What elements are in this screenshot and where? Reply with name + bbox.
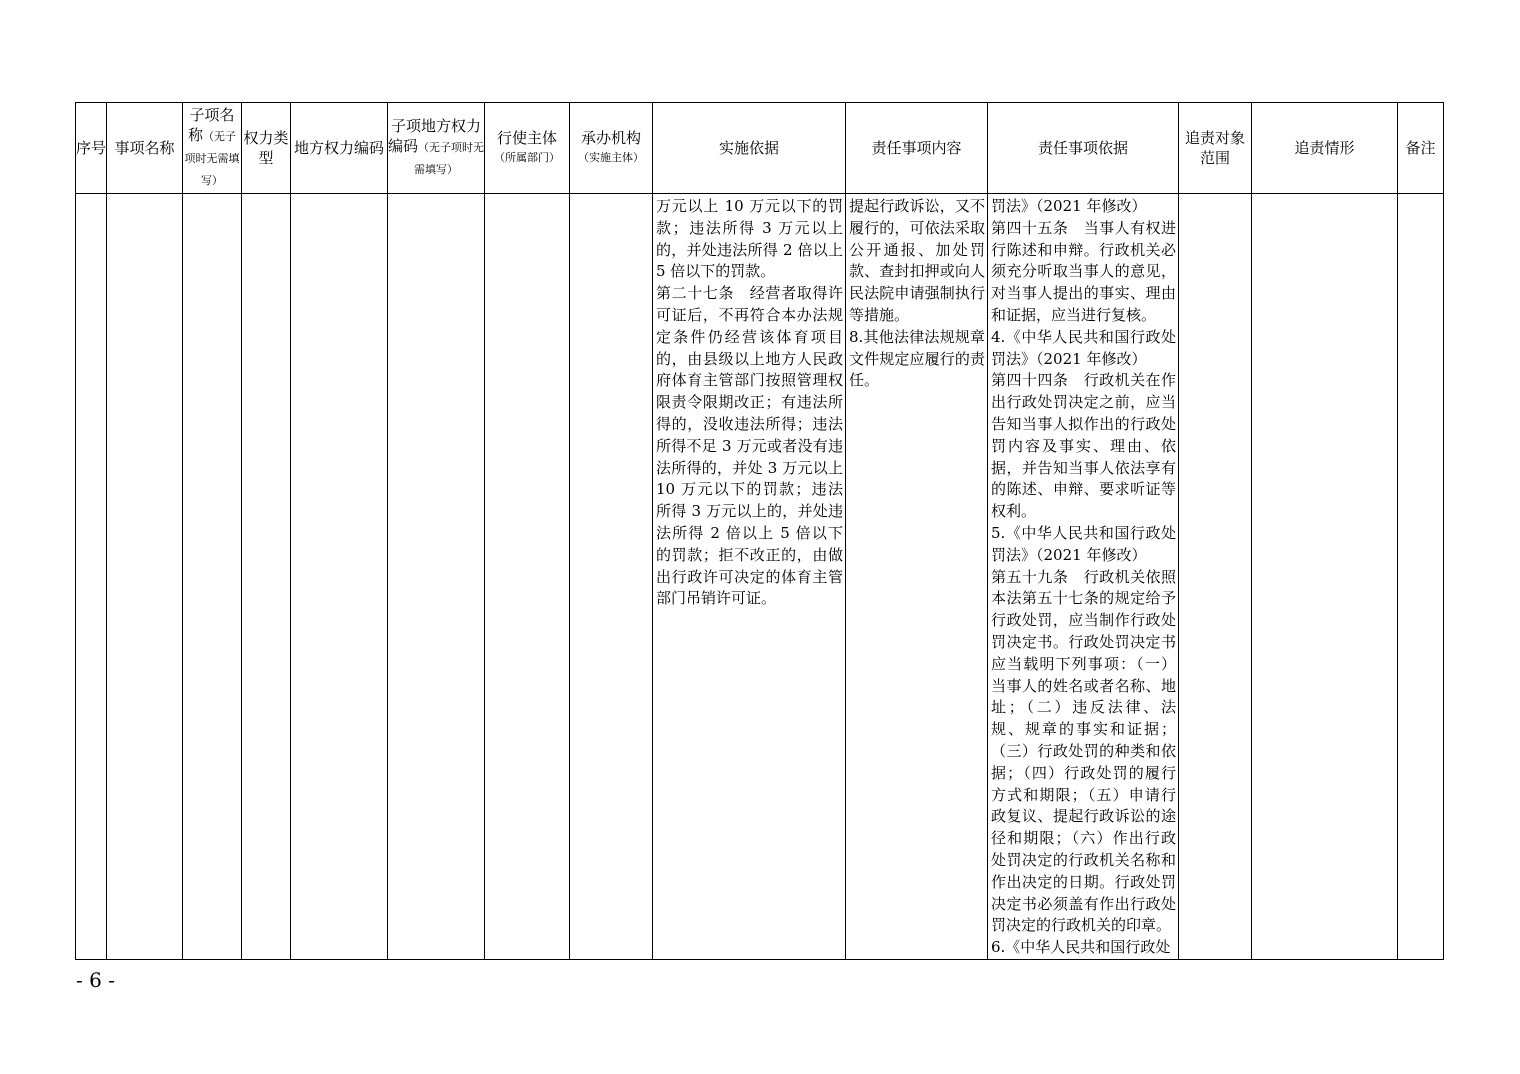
cell-local-code: [291, 194, 388, 960]
duty-basis-paragraph: 第五十九条 行政机关依照本法第五十七条的规定给予行政处罚，应当制作行政处罚决定书。行政处罚决定书应当载明下列事项：（一）当事人的姓名或者名称、地址；（二）违反法律、法规、规章的事实和证据；（三）行政处罚的种类和依据；（四）行政处罚的履行方式和期限；（五）申请行政复议、提起行政诉讼的途径和期限；（六）作出行政处罚决定的行政机关名称和作出决定的日期。行政处罚决定书必须盖有作出行政处罚决定的行政机关的印章。: [991, 567, 1176, 935]
cell-item-name: [107, 194, 183, 960]
header-row: [76, 103, 1444, 194]
header-item-name: 事项名称: [107, 103, 183, 194]
header-remarks: 备注: [1398, 103, 1444, 194]
cell-accountability-cases: [1252, 194, 1398, 960]
duty-basis-paragraph: 第四十五条 当事人有权进行陈述和申辩。行政机关必须充分听取当事人的意见，对当事人提出的事实、理由和证据，应当进行复核。: [991, 218, 1176, 324]
header-sub-item-name: 子项名称（无子项时无需填写）: [183, 103, 242, 194]
cell-exercise-body: [485, 194, 570, 960]
header-duty-content: 责任事项内容: [846, 103, 988, 194]
duty-content-paragraph: 提起行政诉讼，又不履行的，可依法采取公开通报、加处罚款、查封扣押或向人民法院申请强制执行等措施。: [849, 197, 985, 324]
header-local-code: 地方权力编码: [291, 103, 388, 194]
header-seq: 序号: [76, 103, 107, 194]
table-row: [76, 194, 1444, 960]
cell-duty-basis: [988, 194, 1179, 960]
cell-sub-local-code: [388, 194, 485, 960]
header-accountability-cases: 追责情形: [1252, 103, 1398, 194]
cell-basis: [653, 194, 846, 960]
header-sub-local-code: 子项地方权力编码（无子项时无需填写）: [388, 103, 485, 194]
header-accountability-scope: 追责对象范围: [1179, 103, 1252, 194]
accountability-table: [75, 102, 1444, 960]
header-duty-basis: 责任事项依据: [988, 103, 1179, 194]
cell-duty-content: [846, 194, 988, 960]
cell-remarks: [1398, 194, 1444, 960]
cell-undertaking-org: [570, 194, 653, 960]
duty-content-paragraph: 8.其他法律法规规章文件规定应履行的责任。: [849, 327, 985, 390]
cell-power-type: [242, 194, 291, 960]
duty-basis-paragraph: 第四十四条 行政机关在作出行政处罚决定之前，应当告知当事人拟作出的行政处罚内容及事实、理由、依据，并告知当事人依法享有的陈述、申辩、要求听证等权利。: [991, 371, 1176, 521]
basis-paragraph: 万元以上 10 万元以下的罚款；违法所得 3 万元以上的，并处违法所得 2 倍以上 5 倍以下的罚款。: [656, 197, 843, 281]
duty-basis-paragraph: 5.《中华人民共和国行政处罚法》（2021 年修改）: [991, 523, 1176, 564]
cell-sub-item-name: [183, 194, 242, 960]
duty-basis-paragraph: 4.《中华人民共和国行政处罚法》（2021 年修改）: [991, 327, 1176, 368]
cell-accountability-scope: [1179, 194, 1252, 960]
header-exercise-body: 行使主体 （所属部门）: [485, 103, 570, 194]
header-basis: 实施依据: [653, 103, 846, 194]
header-power-type: 权力类型: [242, 103, 291, 194]
cell-seq: [76, 194, 107, 960]
page-number: - 6 -: [76, 968, 115, 992]
duty-basis-paragraph: 罚法》（2021 年修改）: [991, 197, 1147, 215]
header-undertaking-org: 承办机构 （实施主体）: [570, 103, 653, 194]
duty-basis-paragraph: 6.《中华人民共和国行政处: [991, 938, 1171, 957]
basis-paragraph: 第二十七条 经营者取得许可证后，不再符合本办法规定条件仍经营该体育项目的，由县级以上地方人民政府体育主管部门按照管理权限责令限期改正；有违法所得的，没收违法所得；违法所得不足 3 万元或者没有违法所得的，并处 3 万元以上 10 万元以下的罚款；违法所得 3 万元以上的，并处违法所得 2 倍以上 5 倍以下的罚款；拒不改正的，由做出行政许可决定的体育主管部门吊销许可证。: [656, 284, 843, 608]
